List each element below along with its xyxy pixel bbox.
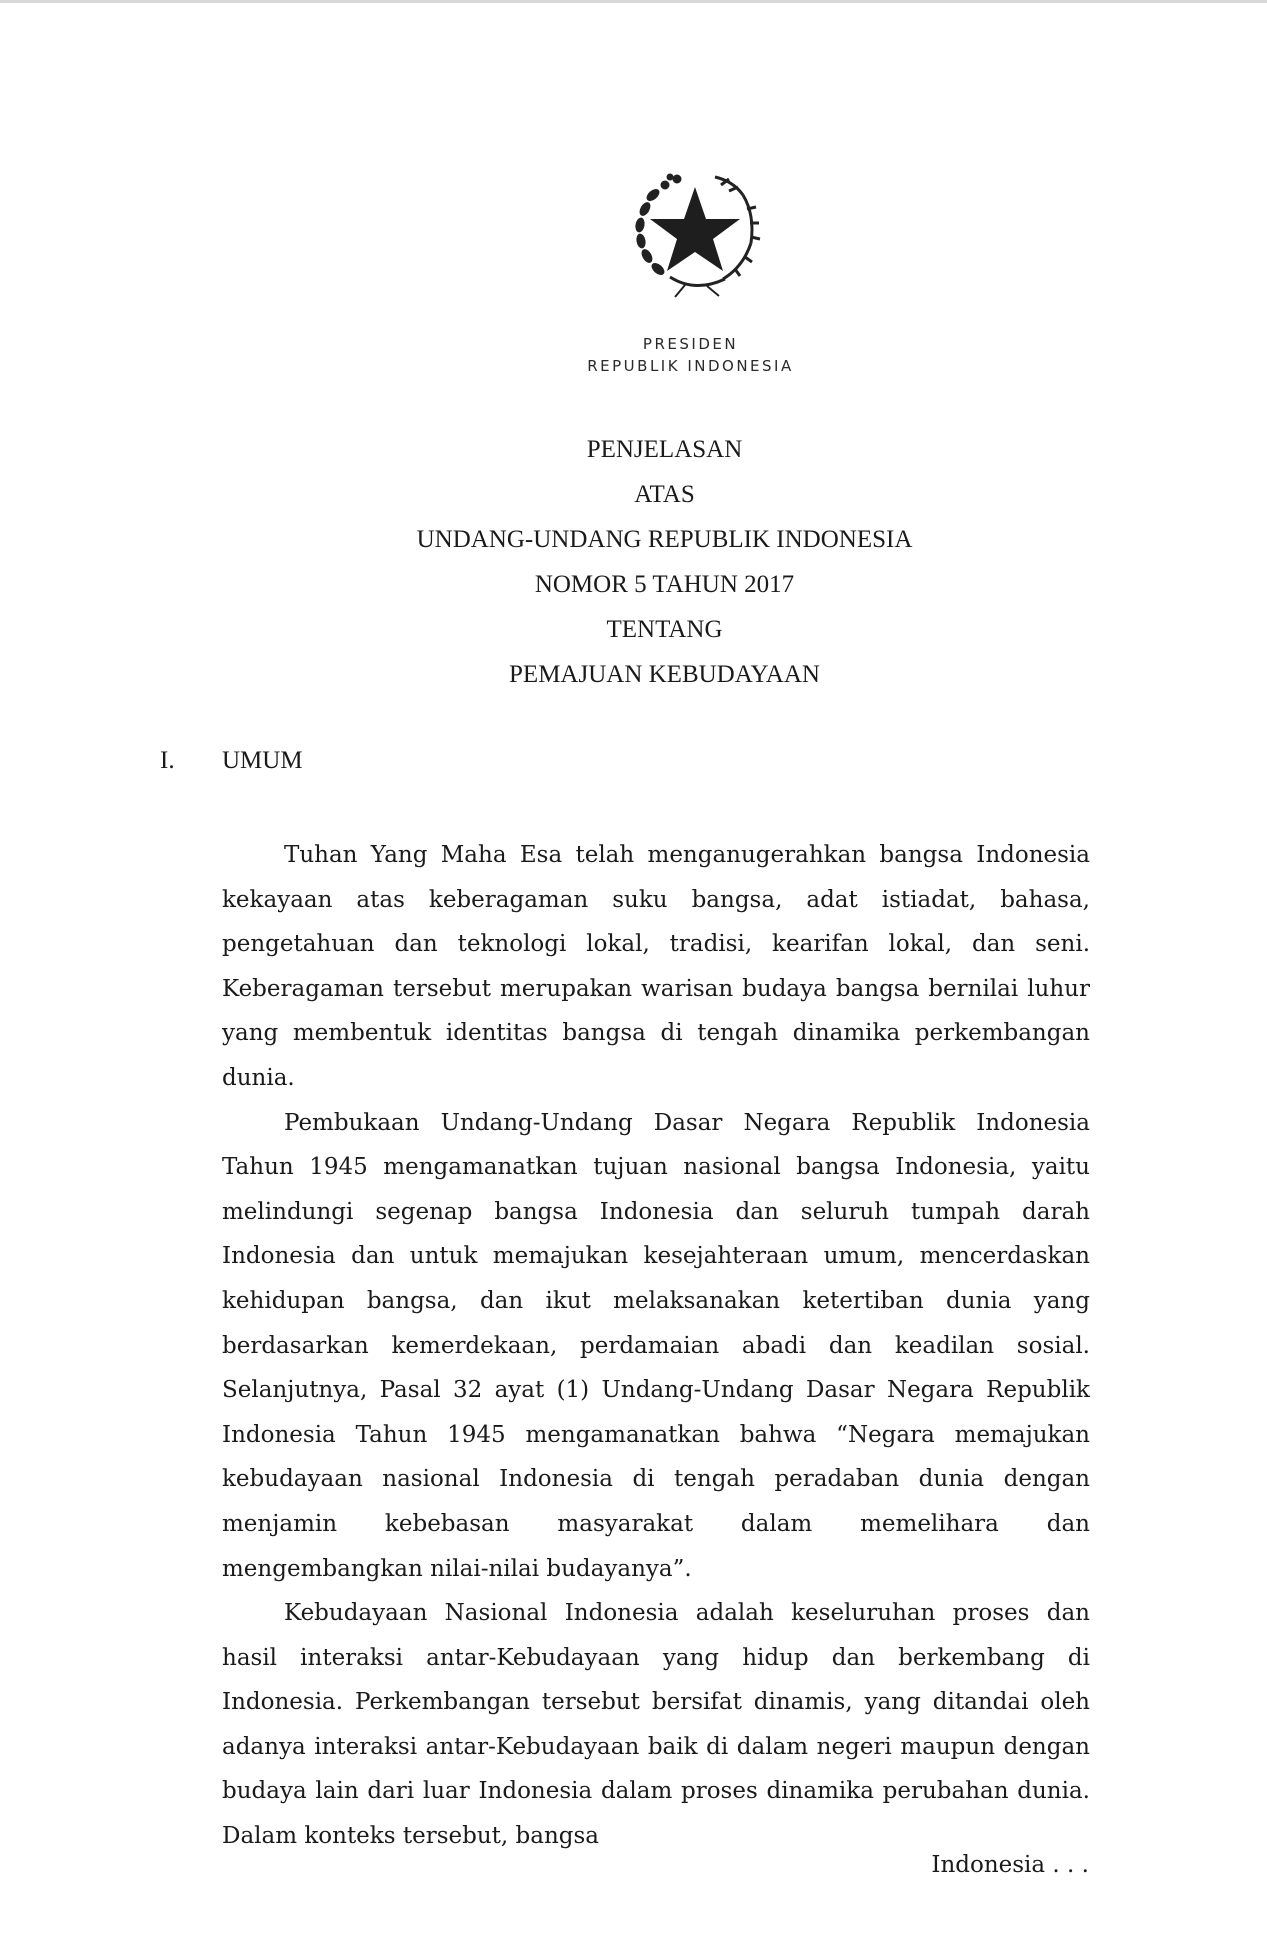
title-tentang: TENTANG bbox=[606, 616, 723, 643]
title-subject: PEMAJUAN KEBUDAYAAN bbox=[509, 661, 820, 688]
title-penjelasan: PENJELASAN bbox=[586, 436, 743, 463]
body-text bbox=[222, 833, 1090, 1859]
letterhead-line-presiden: PRESIDEN bbox=[642, 335, 739, 353]
page-catchword: Indonesia . . . bbox=[931, 1852, 1089, 1878]
letterhead-line-republik: REPUBLIK INDONESIA bbox=[587, 357, 794, 375]
garuda-star-emblem-icon bbox=[615, 155, 775, 305]
paragraph-1: Tuhan Yang Maha Esa telah menganugerahkan bangsa Indonesia kekayaan atas keberagaman suku bangsa, adat istiadat, bahasa, pengetahuan dan teknologi lokal, tradisi, kearifan lokal, dan seni. Keberagaman tersebut merupakan warisan budaya bangsa bernilai luhur yang membentuk identitas bangsa di tengah dinamika perkembangan dunia. bbox=[222, 842, 1090, 1091]
section-title: UMUM bbox=[222, 747, 303, 774]
title-atas: ATAS bbox=[634, 481, 695, 508]
paragraph-2: Pembukaan Undang-Undang Dasar Negara Republik Indonesia Tahun 1945 mengamanatkan tujuan nasional bangsa Indonesia, yaitu melindungi segenap bangsa Indonesia dan seluruh tumpah darah Indonesia dan untuk memajukan kesejahteraan umum, mencerdaskan kehidupan bangsa, dan ikut melaksanakan ketertiban dunia yang berdasarkan kemerdekaan, perdamaian abadi dan keadilan sosial. Selanjutnya, Pasal 32 ayat (1) Undang-Undang Dasar Negara Republik Indonesia Tahun 1945 mengamanatkan bahwa “Negara memajukan kebudayaan nasional Indonesia di tengah peradaban dunia dengan menjamin kebebasan masyarakat dalam memelihara dan mengembangkan nilai-nilai budayanya”. bbox=[222, 1109, 1090, 1582]
section-heading bbox=[160, 747, 303, 775]
section-number: I. bbox=[160, 747, 175, 774]
paragraph-3: Kebudayaan Nasional Indonesia adalah keseluruhan proses dan hasil interaksi antar-Kebudayaan yang hidup dan berkembang di Indonesia. Perkembangan tersebut bersifat dinamis, yang ditandai oleh adanya interaksi antar-Kebudayaan baik di dalam negeri maupun dengan budaya lain dari luar Indonesia dalam proses dinamika perubahan dunia. Dalam konteks tersebut, bangsa bbox=[222, 1600, 1090, 1850]
page-top-edge bbox=[0, 0, 1267, 3]
title-nomor: NOMOR 5 TAHUN 2017 bbox=[534, 571, 795, 598]
title-undang-undang: UNDANG-UNDANG REPUBLIK INDONESIA bbox=[416, 526, 913, 553]
